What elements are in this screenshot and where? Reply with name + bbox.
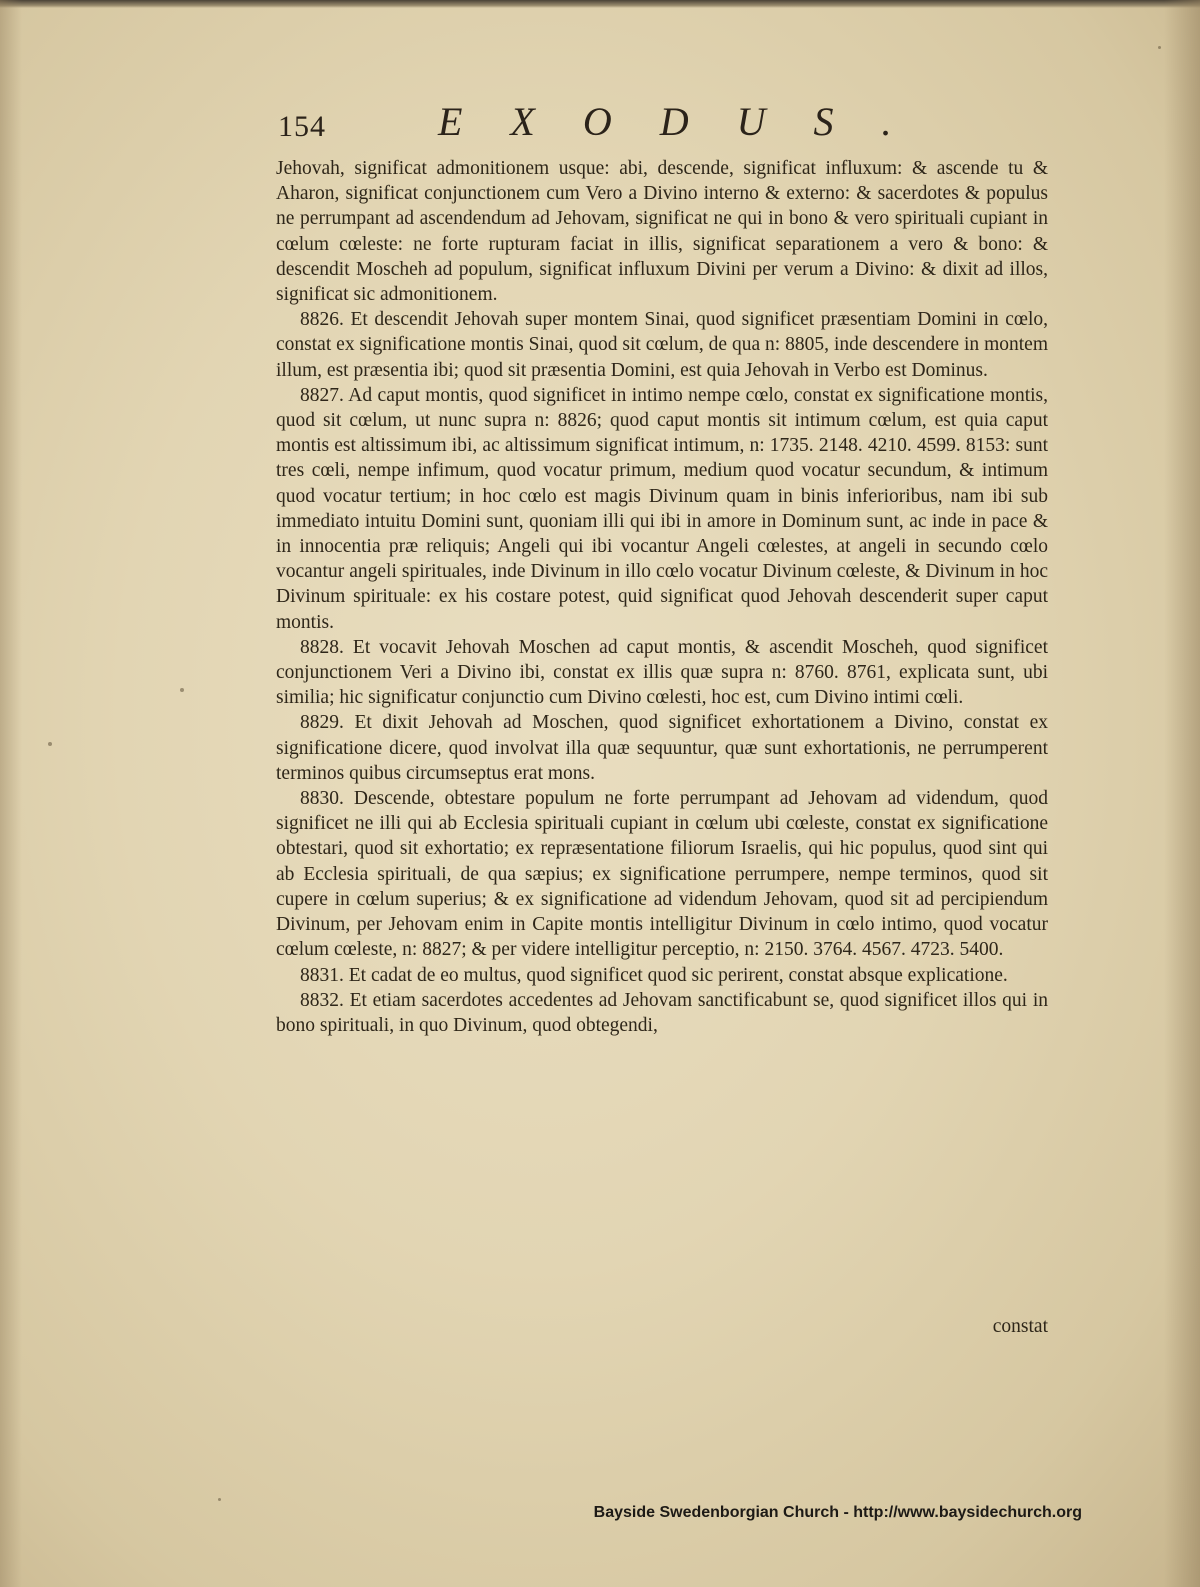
paragraph-8828: 8828. Et vocavit Jehovah Moschen ad caput montis, & ascendit Moscheh, quod significet conjunctionem Veri a Divino ibi, constat ex illis quæ supra n: 8760. 8761, explicata sunt, ubi similia; hic significatur conjunctio cum Divino cœlesti, hoc est, cum Divino intimi cœli. [276,636,1048,709]
watermark-credit: Bayside Swedenborgian Church - http://www.baysidechurch.org [593,1504,1082,1521]
paragraph-8827: 8827. Ad caput montis, quod significet in intimo nempe cœlo, constat ex significatione montis, quod sit cœlum, ut nunc supra n: 8826; quod caput montis sit intimum cœlum, est quia caput montis est altissimum ibi, ac altissimum significat intimum, n: 1735. 2148. 4210. 4599. 8153: sunt tres cœli, nempe infimum, quod vocatur primum, medium quod vocatur secundum, & intimum quod vocatur tertium; in hoc cœlo est magis Divinum quam in binis inferioribus, nam ibi sub immediato intuitu Domini sunt, quoniam illi qui ibi in amore in Dominum sunt, ac inde in pace & in innocentia præ reliquis; Angeli qui ibi vocantur Angeli cœlestes, at angeli in secundo cœlo vocantur angeli spirituales, inde Divinum in illo cœlo vocatur Divinum cœleste, & Divinum in hoc Divinum spirituale: ex his costare potest, quid significat quod Jehovah descenderit super caput montis. [276,384,1048,633]
paper-speck [180,688,184,692]
page-top-edge [0,0,1200,8]
page-header [278,96,1048,146]
paragraph-8830: 8830. Descende, obtestare populum ne forte perrumpant ad Jehovam ad videndum, quod significet ne illi qui ab Ecclesia spirituali cupiant in cœlum ubi cœleste, constat ex significatione obtestari, quod sit exhortatio; ex repræsentatione filiorum Israelis, qui hic populus, quod sint qui ab Ecclesia spirituali, de qua sæpius; ex significatione perrumpere, nempe terminos, quod sit cupere in cœlum superius; & ex significatione ad videndum Jehovam, quod sit ad percipiendum Divinum, per Jehovam enim in Capite montis intelligitur Divinum in cœlo intimo, quod vocatur cœlum cœleste, n: 8827; & per videre intelligitur perceptio, n: 2150. 3764. 4567. 4723. 5400. [276,788,1048,961]
catchword: constat [992,1316,1048,1337]
page-number: 154 [278,110,326,143]
page-left-shadow [0,0,22,1587]
page-right-shadow [1164,0,1200,1587]
running-title: EXODUS. [438,99,940,144]
body-text [276,156,1048,1038]
paragraph-8831: 8831. Et cadat de eo multus, quod significet quod sic perirent, constat absque explicatione. [300,964,1008,986]
paragraph-8829: 8829. Et dixit Jehovah ad Moschen, quod significet exhortationem a Divino, constat ex significatione dicere, quod involvat illa quæ sequuntur, quæ sunt exhortationis, ne perrumperent terminos quibus circumseptus erat mons. [276,712,1048,784]
paper-speck [48,742,52,746]
paragraph-8832: 8832. Et etiam sacerdotes accedentes ad Jehovam sanctificabunt se, quod significet illos qui in bono spirituali, in quo Divinum, quod obtegendi, [276,989,1048,1036]
paragraph-8826: 8826. Et descendit Jehovah super montem Sinai, quod significet præsentiam Domini in cœlo, constat ex significatione montis Sinai, quod sit cœlum, de qua n: 8805, inde descendere in montem illum, est præsentia ibi; quod sit præsentia Domini, est quia Jehovah in Verbo est Dominus. [276,309,1048,381]
paper-speck [218,1498,221,1501]
paper-speck [1158,46,1161,49]
paragraph-continuation: Jehovah, significat admonitionem usque: abi, descende, significat influxum: & ascende tu & Aharon, significat conjunctionem cum Vero a Divino interno & externo: & sacerdotes & populus ne perrumpant ad ascendendum ad Jehovam, significat ne qui in bono & vero spirituali cupiant in cœlum cœleste: ne forte rupturam faciat in illis, significat separationem a vero & bono: & descendit Moscheh ad populum, significat influxum Divini per verum a Divino: & dixit ad illos, significat sic admonitionem. [276,158,1048,306]
